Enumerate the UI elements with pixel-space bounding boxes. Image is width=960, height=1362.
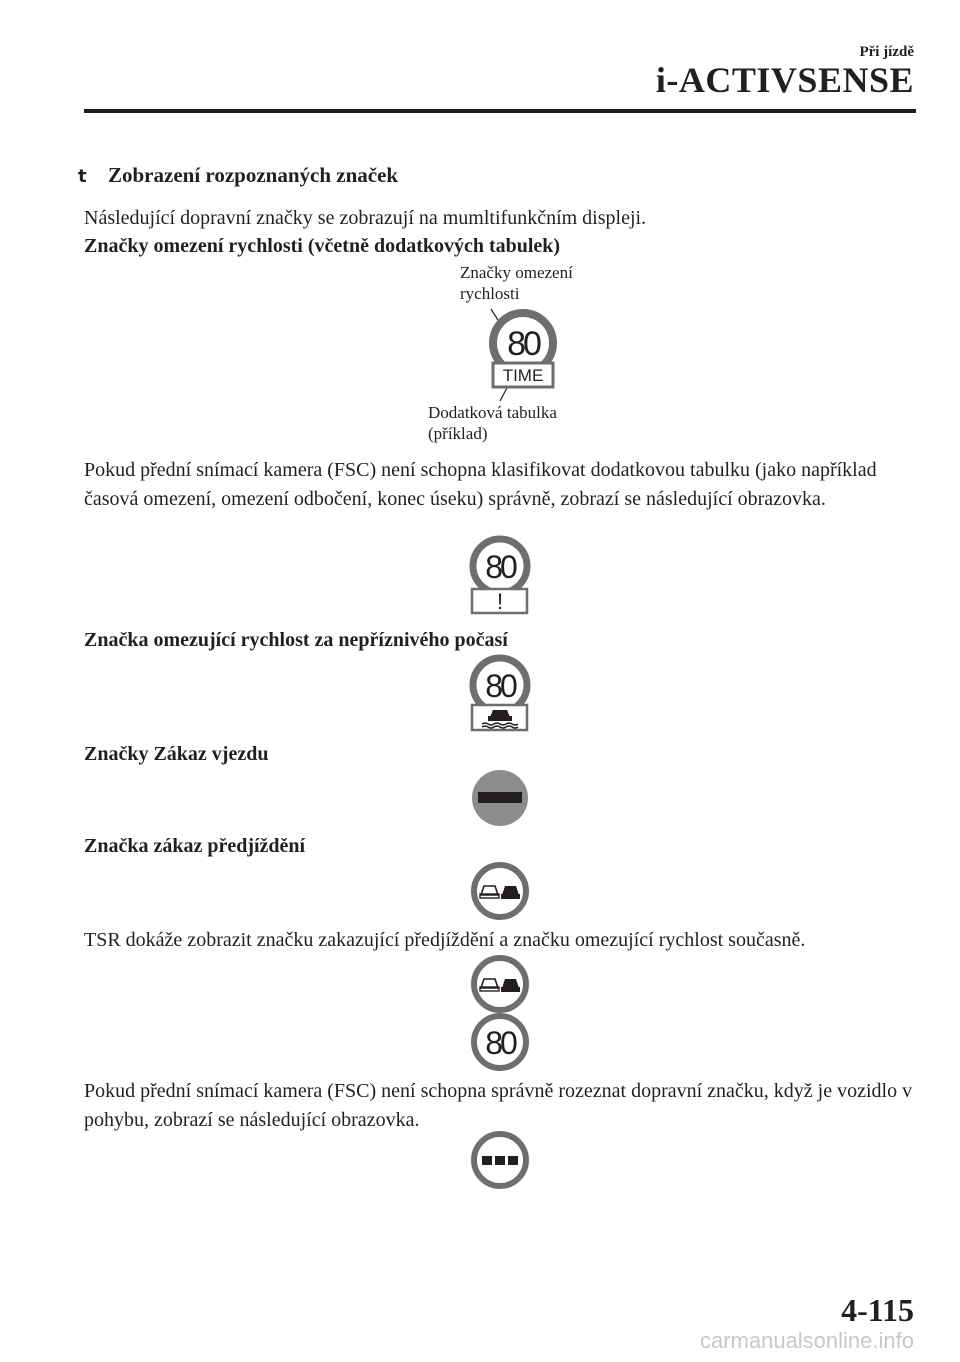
- fsc-unrecognized-paragraph: Pokud přední snímací kamera (FSC) není schopna správně rozeznat dopravní značku, když je vozidlo v pohybu, zobrazí se následující obrazovka.: [84, 1080, 913, 1131]
- speed-value-text: 80: [507, 325, 539, 363]
- callout-supplementary-label: Dodatková tabulka (příklad): [428, 403, 557, 443]
- speed-value-text: 80: [485, 1025, 515, 1061]
- no-entry-sign-icon: [470, 768, 530, 828]
- no-overtaking-heading: Značka zákaz předjíždění: [84, 835, 306, 857]
- speed-limit-heading: Značky omezení rychlosti (včetně dodatkových tabulek): [84, 235, 561, 257]
- no-overtaking-combined-sign-icon: [470, 954, 530, 1014]
- time-plate-text: TIME: [502, 366, 544, 385]
- intro-paragraph: Následující dopravní značky se zobrazují na mumltifunkčním displeji.: [84, 207, 647, 229]
- header-rule: [84, 109, 916, 113]
- unknown-plate-text: !: [496, 589, 504, 614]
- no-entry-heading: Značky Zákaz vjezdu: [84, 743, 269, 765]
- weather-heading: Značka omezující rychlost za nepříznivého počasí: [84, 629, 508, 651]
- speed-value-text: 80: [485, 549, 515, 585]
- watermark: carmanualsonline.info: [699, 1328, 914, 1353]
- chapter-title: Při jízdě: [859, 44, 914, 60]
- subsection-title: Zobrazení rozpoznaných značek: [108, 163, 399, 187]
- combined-paragraph: TSR dokáže zobrazit značku zakazující předjíždění a značku omezující rychlost současně.: [84, 929, 806, 951]
- speed-value-text: 80: [485, 668, 515, 704]
- speed-limit-combined-sign-icon: [470, 1012, 530, 1072]
- callout-speed-sign-label: Značky omezení rychlosti: [460, 263, 573, 303]
- speed-limit-unknown-plate-sign-icon: [460, 536, 540, 616]
- no-overtaking-sign-icon: [470, 861, 530, 921]
- unrecognized-sign-icon: [470, 1130, 530, 1190]
- page-number: 4-115: [841, 1292, 914, 1328]
- speed-limit-time-sign-icon: [420, 280, 620, 410]
- section-title: i-ACTIVSENSE: [655, 60, 914, 100]
- speed-limit-weather-sign-icon: [460, 655, 540, 735]
- fsc-unclassified-paragraph: Pokud přední snímací kamera (FSC) není schopna klasifikovat dodatkovou tabulku (jako například časová omezení, omezení odbočení, konec úseku) správně, zobrazí se následující obrazovka.: [84, 459, 877, 510]
- bullet-marker: t: [78, 166, 87, 187]
